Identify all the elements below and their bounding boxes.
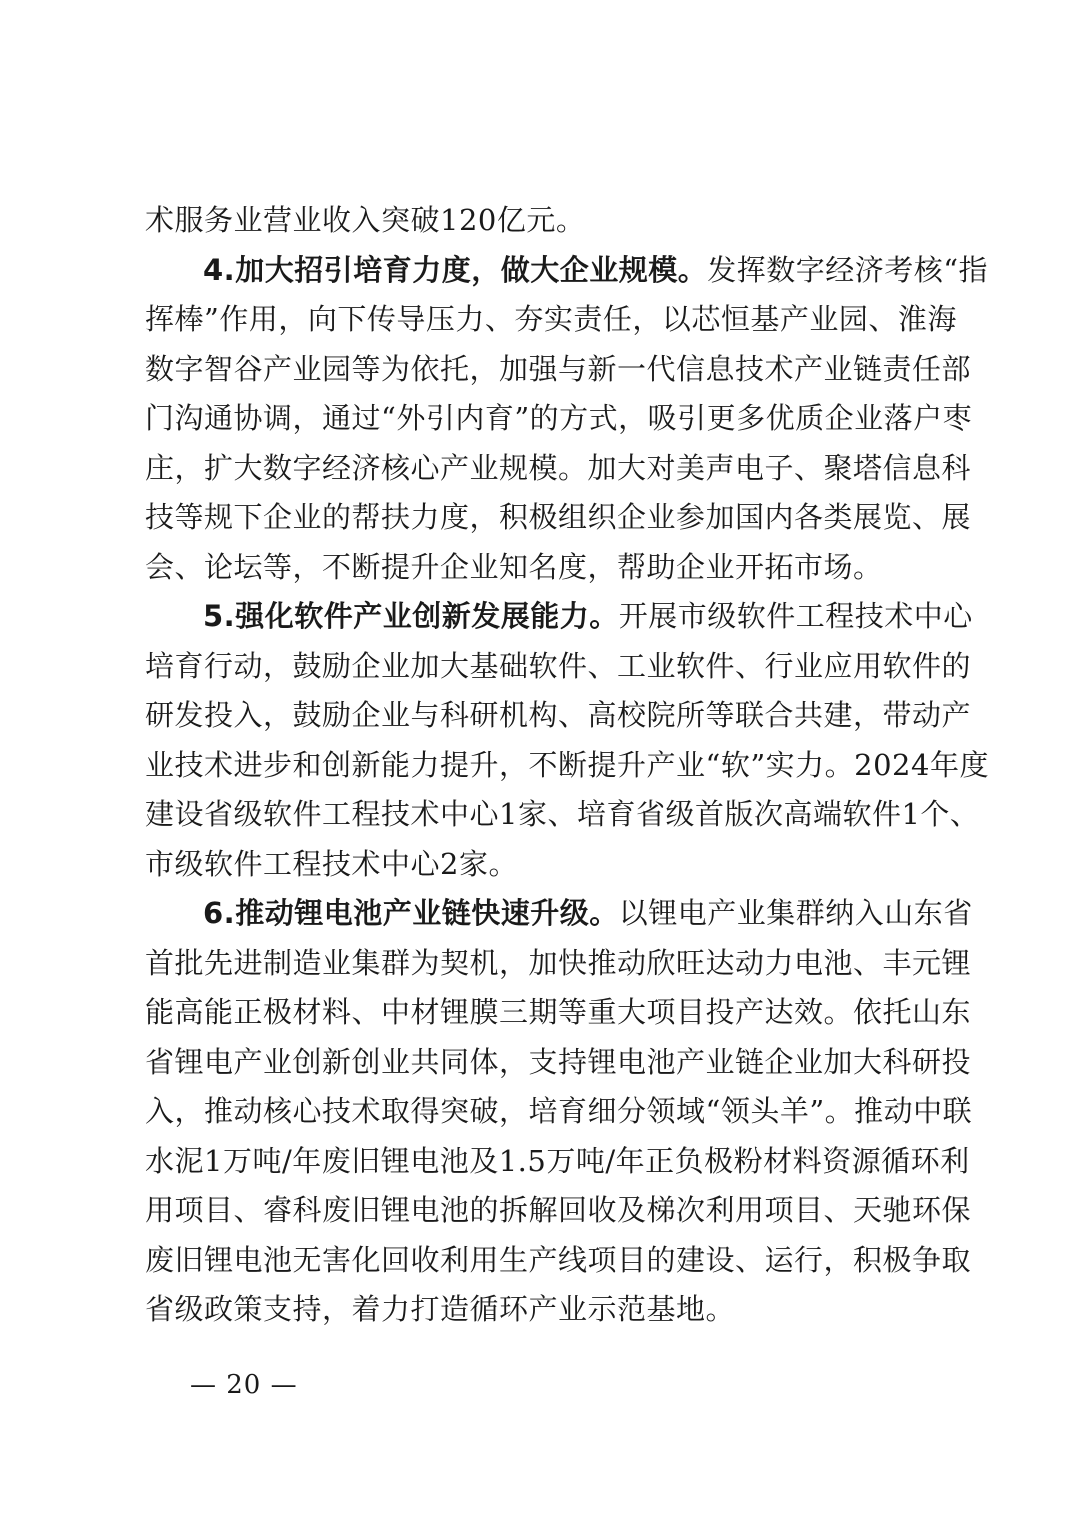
line-text: 庄，扩大数字经济核心产业规模。加大对美声电子、聚塔信息科	[145, 450, 972, 485]
text-line	[145, 493, 972, 543]
text-line	[145, 196, 945, 246]
line-text: 水泥1万吨/年废旧锂电池及1.5万吨/年正负极粉材料资源循环利	[145, 1143, 970, 1178]
text-line	[145, 1186, 972, 1236]
line-text: 省级政策支持，着力打造循环产业示范基地。	[145, 1292, 736, 1326]
text-line	[145, 543, 945, 593]
text-line	[145, 691, 972, 741]
line-text: 省锂电产业创新创业共同体，支持锂电池产业链企业加大科研投	[145, 1044, 972, 1079]
line-text: 门沟通协调，通过“外引内育”的方式，吸引更多优质企业落户枣	[145, 401, 973, 435]
line-text: 以锂电产业集群纳入山东省	[618, 896, 973, 930]
line-text: 培育行动，鼓励企业加大基础软件、工业软件、行业应用软件的	[145, 648, 972, 683]
line-text: 用项目、睿科废旧锂电池的拆解回收及梯次利用项目、天驰环保	[145, 1193, 972, 1227]
line-text: 数字智谷产业园等为依托，加强与新一代信息技术产业链责任部	[145, 351, 972, 386]
line-text: 首批先进制造业集群为契机，加快推动欣旺达动力电池、丰元锂	[145, 945, 972, 980]
section-heading-line	[145, 592, 973, 642]
text-line	[145, 295, 957, 345]
text-line	[145, 1137, 970, 1187]
text-line	[145, 939, 972, 989]
line-text: 开展市级软件工程技术中心	[618, 599, 973, 633]
line-text: 废旧锂电池无害化回收利用生产线项目的建设、运行，积极争取	[145, 1242, 972, 1277]
document-body	[145, 196, 989, 1335]
text-line	[145, 642, 972, 692]
text-line	[145, 1285, 945, 1335]
line-text: 会、论坛等，不断提升企业知名度，帮助企业开拓市场。	[145, 549, 883, 584]
line-text: 技等规下企业的帮扶力度，积极组织企业参加国内各类展览、展	[145, 500, 972, 534]
text-line	[145, 394, 973, 444]
line-text: 术服务业营业收入突破120亿元。	[145, 203, 586, 237]
section-heading: 4.加大招引培育力度，做大企业规模。	[203, 252, 708, 287]
text-line	[145, 444, 972, 494]
section-heading-line	[145, 889, 973, 939]
text-line	[145, 790, 980, 840]
text-line	[145, 1038, 972, 1088]
line-text: 发挥数字经济考核“指	[707, 252, 989, 287]
text-line	[145, 840, 945, 890]
line-text: 挥棒”作用，向下传导压力、夯实责任，以芯恒基产业园、淮海	[145, 302, 957, 336]
text-line	[145, 345, 972, 395]
line-text: 建设省级软件工程技术中心1家、培育省级首版次高端软件1个、	[145, 797, 980, 831]
line-text: 能高能正极材料、中材锂膜三期等重大项目投产达效。依托山东	[145, 995, 972, 1029]
line-text: 入，推动核心技术取得突破，培育细分领域“领头羊”。推动中联	[145, 1094, 973, 1128]
text-line	[145, 1087, 973, 1137]
section-heading-line	[145, 246, 989, 296]
text-line	[145, 741, 989, 791]
text-line	[145, 1236, 972, 1286]
section-heading: 5.强化软件产业创新发展能力。	[203, 599, 619, 633]
line-text: 市级软件工程技术中心2家。	[145, 846, 518, 881]
line-text: 业技术进步和创新能力提升，不断提升产业“软”实力。2024年度	[145, 747, 989, 782]
page-number: — 20 —	[190, 1370, 298, 1400]
section-heading: 6.推动锂电池产业链快速升级。	[203, 896, 619, 930]
text-line	[145, 988, 972, 1038]
line-text: 研发投入，鼓励企业与科研机构、高校院所等联合共建，带动产	[145, 698, 972, 732]
